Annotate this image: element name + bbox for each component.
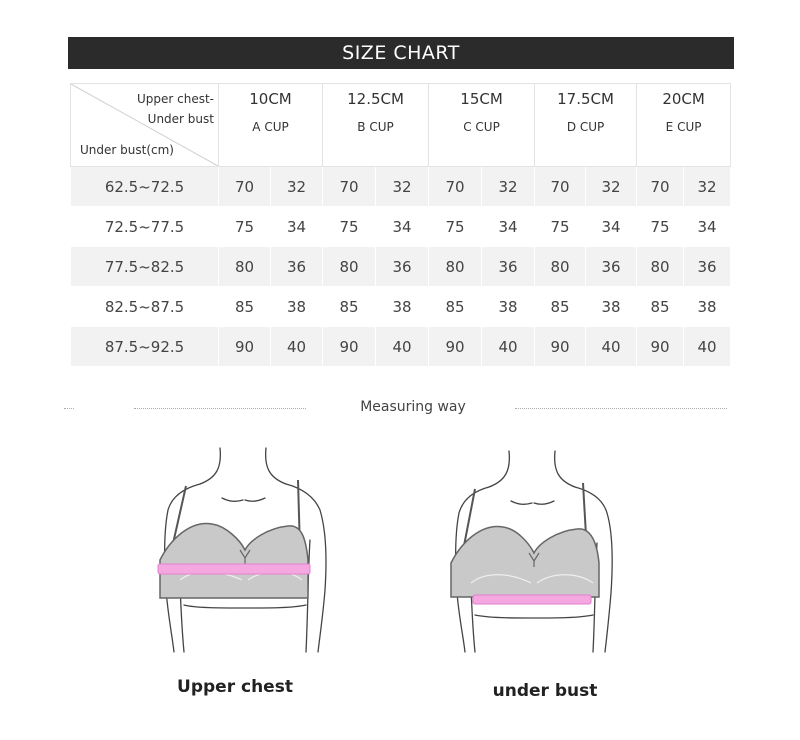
size-value-cell: 75	[429, 207, 482, 247]
table-header-row	[71, 84, 731, 167]
table-body	[71, 167, 731, 367]
size-value-cell: 36	[684, 247, 731, 287]
cup-header-c: 15CM C CUP	[429, 84, 535, 167]
table-row	[71, 327, 731, 367]
size-value-cell: 75	[535, 207, 586, 247]
size-value-cell: 70	[323, 167, 376, 207]
cup-header-d: 17.5CM D CUP	[535, 84, 637, 167]
cup-header-e: 20CM E CUP	[637, 84, 731, 167]
size-table	[70, 83, 731, 367]
size-value-cell: 85	[637, 287, 684, 327]
size-value-cell: 36	[376, 247, 429, 287]
size-value-cell: 70	[429, 167, 482, 207]
under-bust-figure	[445, 445, 635, 655]
under-bust-cell: 72.5~77.5	[71, 207, 219, 247]
upper-chest-label: Upper chest- Under bust	[136, 92, 214, 126]
size-value-cell: 36	[482, 247, 535, 287]
size-value-cell: 32	[586, 167, 637, 207]
table-row	[71, 207, 731, 247]
upper-chest-caption: Upper chest	[177, 677, 293, 697]
size-value-cell: 85	[535, 287, 586, 327]
size-value-cell: 38	[376, 287, 429, 327]
size-value-cell: 90	[219, 327, 271, 367]
size-value-cell: 75	[219, 207, 271, 247]
size-value-cell: 70	[535, 167, 586, 207]
size-value-cell: 80	[219, 247, 271, 287]
size-value-cell: 75	[323, 207, 376, 247]
under-bust-label: Under bust(cm)	[80, 143, 174, 157]
size-value-cell: 34	[376, 207, 429, 247]
divider-line-right	[515, 408, 727, 410]
size-value-cell: 34	[586, 207, 637, 247]
size-value-cell: 38	[684, 287, 731, 327]
table-row	[71, 167, 731, 207]
under-bust-cell: 87.5~92.5	[71, 327, 219, 367]
size-value-cell: 32	[376, 167, 429, 207]
table-row	[71, 247, 731, 287]
size-value-cell: 40	[271, 327, 323, 367]
size-value-cell: 40	[586, 327, 637, 367]
cup-header-b: 12.5CM B CUP	[323, 84, 429, 167]
size-value-cell: 36	[271, 247, 323, 287]
size-value-cell: 85	[219, 287, 271, 327]
table-row	[71, 287, 731, 327]
under-bust-cell: 62.5~72.5	[71, 167, 219, 207]
size-value-cell: 90	[323, 327, 376, 367]
under-bust-cell: 77.5~82.5	[71, 247, 219, 287]
size-value-cell: 80	[535, 247, 586, 287]
size-value-cell: 32	[684, 167, 731, 207]
under-bust-cell: 82.5~87.5	[71, 287, 219, 327]
size-value-cell: 80	[637, 247, 684, 287]
size-value-cell: 40	[482, 327, 535, 367]
size-value-cell: 34	[271, 207, 323, 247]
divider-line-left-short	[64, 408, 74, 410]
size-value-cell: 38	[482, 287, 535, 327]
size-value-cell: 90	[637, 327, 684, 367]
divider-line-left	[134, 408, 306, 410]
size-value-cell: 34	[482, 207, 535, 247]
size-value-cell: 38	[271, 287, 323, 327]
measuring-way-heading: Measuring way	[360, 399, 466, 415]
size-value-cell: 70	[637, 167, 684, 207]
size-value-cell: 40	[376, 327, 429, 367]
size-value-cell: 90	[429, 327, 482, 367]
size-chart-title: SIZE CHART	[68, 37, 734, 69]
upper-chest-figure	[150, 440, 340, 655]
size-value-cell: 70	[219, 167, 271, 207]
size-value-cell: 85	[323, 287, 376, 327]
size-value-cell: 80	[323, 247, 376, 287]
size-value-cell: 36	[586, 247, 637, 287]
cup-header-a: 10CM A CUP	[219, 84, 323, 167]
table-corner-cell	[71, 84, 219, 167]
size-value-cell: 80	[429, 247, 482, 287]
measuring-tape-icon	[473, 595, 591, 604]
measuring-tape-icon	[158, 564, 310, 574]
size-value-cell: 32	[271, 167, 323, 207]
size-value-cell: 90	[535, 327, 586, 367]
size-value-cell: 38	[586, 287, 637, 327]
size-value-cell: 75	[637, 207, 684, 247]
size-value-cell: 40	[684, 327, 731, 367]
size-value-cell: 85	[429, 287, 482, 327]
size-value-cell: 32	[482, 167, 535, 207]
under-bust-caption: under bust	[492, 681, 598, 701]
size-value-cell: 34	[684, 207, 731, 247]
